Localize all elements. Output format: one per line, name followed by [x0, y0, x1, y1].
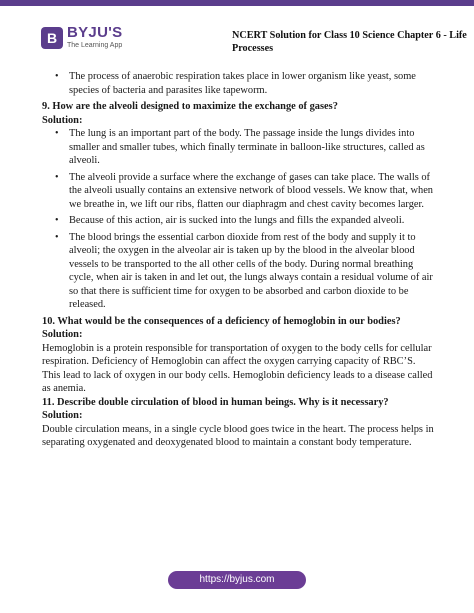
svg-text:B: B: [46, 30, 58, 46]
question-11: 11. Describe double circulation of blood in human beings. Why is it necessary?: [42, 396, 389, 408]
question-9: 9. How are the alveoli designed to maximize the exchange of gases?: [42, 101, 338, 112]
answer-10: Hemoglobin is a protein responsible for transportation of oxygen to the body cells for cellular respiration. Deficiency of Hemoglobin can affect the oxygen carrying capacity of RBC’S. This lead to lack of oxygen in our body cells. Hemoglobin deficiency leads to a disease called as anemia.: [42, 342, 433, 394]
solution-label-10: Solution:: [42, 329, 83, 340]
answer-9-bullet-list: [42, 127, 435, 312]
footer-url-link[interactable]: https://byjus.com: [168, 571, 306, 589]
logo-name: BYJU'S: [67, 24, 123, 41]
question-10: 10. What would be the consequences of a deficiency of hemoglobin in our bodies?: [42, 315, 401, 327]
answer-11: Double circulation means, in a single cycle blood goes twice in the heart. The process helps in separating oxygenated and deoxygenated blood to maintain a constant body temperature.: [42, 423, 434, 448]
list-item: • The alveoli provide a surface where the exchange of gases can take place. The walls of the alveoli usually contains an extensive network of blood vessels. We know that, when we breathe in, we lift our ribs, flatten our diaphragm and chest cavity becomes larger.: [42, 171, 435, 212]
list-item: • The process of anaerobic respiration takes place in lower organism like yeast, some species of bacteria and parasites like tapeworm.: [42, 70, 435, 97]
intro-bullet-list: [42, 70, 435, 97]
solution-label-11: Solution:: [42, 410, 83, 421]
byjus-logo-icon: [40, 26, 64, 50]
solution-label-9: Solution:: [42, 114, 83, 126]
document-title: NCERT Solution for Class 10 Science Chapter 6 - Life Processes: [232, 30, 467, 54]
list-item: • Because of this action, air is sucked into the lungs and fills the expanded alveoli.: [42, 214, 435, 228]
list-item: • The lung is an important part of the body. The passage inside the lungs divides into smaller and smaller tubes, which finally terminate in balloon-like structures, called as alveoli.: [42, 127, 435, 168]
document-body: [42, 70, 435, 450]
byjus-logo[interactable]: [40, 26, 180, 60]
logo-tagline: The Learning App: [67, 42, 123, 49]
list-item: • The blood brings the essential carbon dioxide from rest of the body and supply it to alveoli; the oxygen in the alveolar air is taken up by the blood in the alveolar blood vessels to be transported to the all other cells of the body. During normal breathing cycle, when air is taken in and let out, the lungs always contain a residual volume of air so that there is sufficient time for oxygen to be absorbed and carbon dioxide to be released.: [42, 231, 435, 312]
page-header: [0, 6, 474, 66]
